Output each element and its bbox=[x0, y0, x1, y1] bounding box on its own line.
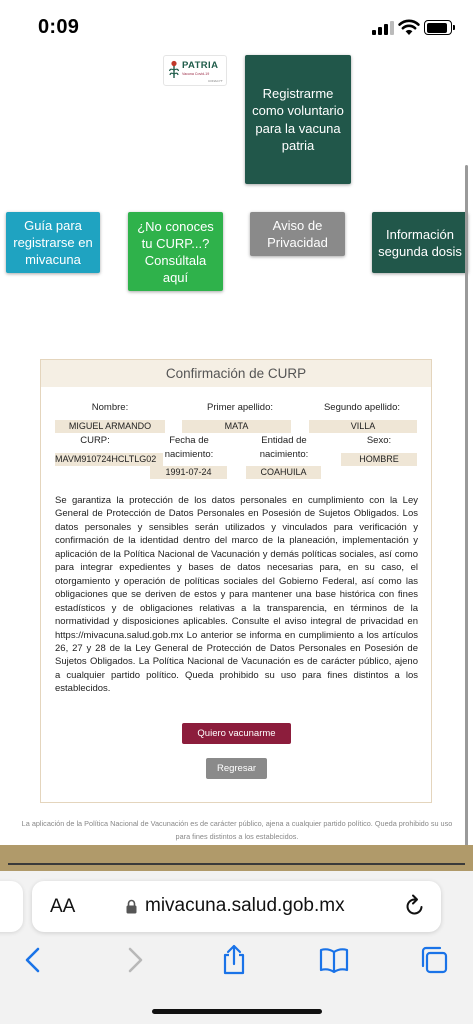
footer-notice: La aplicación de la Política Nacional de Vacunación es de carácter público, ajena a cualquier partido político. Queda prohibido su uso para fines distintos a los establecidos. bbox=[21, 819, 453, 841]
segundo-apellido-value: VILLA bbox=[309, 420, 417, 433]
register-volunteer-button[interactable] bbox=[245, 55, 351, 184]
card-title: Confirmación de CURP bbox=[41, 360, 431, 387]
nombre-label: Nombre: bbox=[91, 402, 129, 413]
second-dose-info-button[interactable] bbox=[372, 212, 468, 273]
curp-lookup-button[interactable] bbox=[128, 212, 223, 291]
url-text[interactable]: mivacuna.salud.gob.mx bbox=[145, 895, 345, 916]
primer-apellido-label: Primer apellido: bbox=[207, 402, 273, 413]
privacy-notice-button[interactable] bbox=[250, 212, 345, 256]
back-icon[interactable] bbox=[18, 944, 50, 976]
text-size-button[interactable] bbox=[50, 896, 75, 918]
text-size-label: AA bbox=[50, 896, 76, 917]
previous-tab-preview[interactable] bbox=[0, 881, 23, 932]
status-time: 0:09 bbox=[38, 16, 80, 38]
fecha-label-line1: Fecha de bbox=[169, 435, 209, 446]
entidad-label-line1: Entidad de bbox=[261, 435, 307, 446]
sexo-label: Sexo: bbox=[366, 435, 392, 446]
nombre-value: MIGUEL ARMANDO bbox=[55, 420, 165, 433]
curp-value: MAVM910724HCLTLG02 bbox=[55, 453, 163, 466]
lock-icon bbox=[126, 899, 137, 914]
battery-icon bbox=[424, 20, 452, 35]
primer-apellido-value: MATA bbox=[182, 420, 291, 433]
wifi-icon bbox=[398, 18, 420, 36]
patria-emblem-icon bbox=[169, 60, 179, 79]
fecha-label-line2: nacimiento: bbox=[164, 449, 214, 460]
page-scrollbar[interactable] bbox=[465, 165, 468, 850]
back-button[interactable]: Regresar bbox=[206, 758, 267, 779]
curp-label: CURP: bbox=[80, 435, 110, 446]
sexo-value: HOMBRE bbox=[341, 453, 417, 466]
entidad-label-line2: nacimiento: bbox=[259, 449, 309, 460]
cellular-signal-icon bbox=[372, 21, 394, 35]
forward-icon[interactable] bbox=[118, 944, 150, 976]
curp-lookup-label: ¿No conoces tu CURP...? Consúltala aquí bbox=[137, 218, 214, 285]
second-dose-info-label: Información segunda dosis bbox=[378, 226, 462, 259]
privacy-legal-text: Se garantiza la protección de los datos personales en cumplimiento con la Ley General de Protección de Datos Personales en Posesión de Sujetos Obligados. Los datos personales y sensibles serán utilizados y vinculados para verificación y confirmación de la identidad dentro del marco de la planeación, implementación y aplicación de la Política Nacional de Vacunación y demás políticas sociales, así como para integrar expedientes y bases de datos necesarias para, en su caso, el otorgamiento y operación de políticas sociales del Gobierno Federal, así como las obligaciones que se deriven de estos y para mantener una base histórica con fines estadísticos y de obligaciones relativas a la transparencia, en términos de la normatividad y disposiciones aplicables. Consulte el aviso integral de privacidad en https://mivacuna.salud.gob.mx Lo anterior se informa en cumplimiento a los artículos 26, 27 y 28 de la Ley General de Protección de Datos Personales en Posesión de Sujetos Obligados. La Política Nacional de Vacunación es de carácter público, ajeno a cualquier partido político. Queda prohibido su uso para fines distintos a los establecidos. bbox=[55, 495, 418, 695]
reload-icon[interactable] bbox=[404, 894, 426, 918]
footer-band bbox=[0, 845, 473, 871]
privacy-notice-label: Aviso de Privacidad bbox=[267, 218, 328, 250]
logo-sub: CONACYT bbox=[208, 79, 223, 83]
register-volunteer-label: Registrarme como voluntario para la vacuna patria bbox=[252, 85, 344, 153]
registration-guide-button[interactable] bbox=[6, 212, 100, 273]
logo-tagline: Vacuna Covid-19 bbox=[182, 72, 210, 76]
patria-logo[interactable] bbox=[163, 55, 227, 86]
home-indicator[interactable] bbox=[152, 1009, 322, 1014]
logo-name: PATRIA bbox=[182, 60, 219, 71]
vaccinate-button[interactable]: Quiero vacunarme bbox=[182, 723, 291, 744]
registration-guide-label: Guía para registrarse en mivacuna bbox=[13, 218, 93, 267]
fecha-value: 1991-07-24 bbox=[150, 466, 227, 479]
segundo-apellido-label: Segundo apellido: bbox=[323, 402, 401, 413]
tabs-icon[interactable] bbox=[418, 944, 450, 976]
bookmarks-icon[interactable] bbox=[318, 944, 350, 976]
share-icon[interactable] bbox=[218, 944, 250, 976]
entidad-value: COAHUILA bbox=[246, 466, 321, 479]
